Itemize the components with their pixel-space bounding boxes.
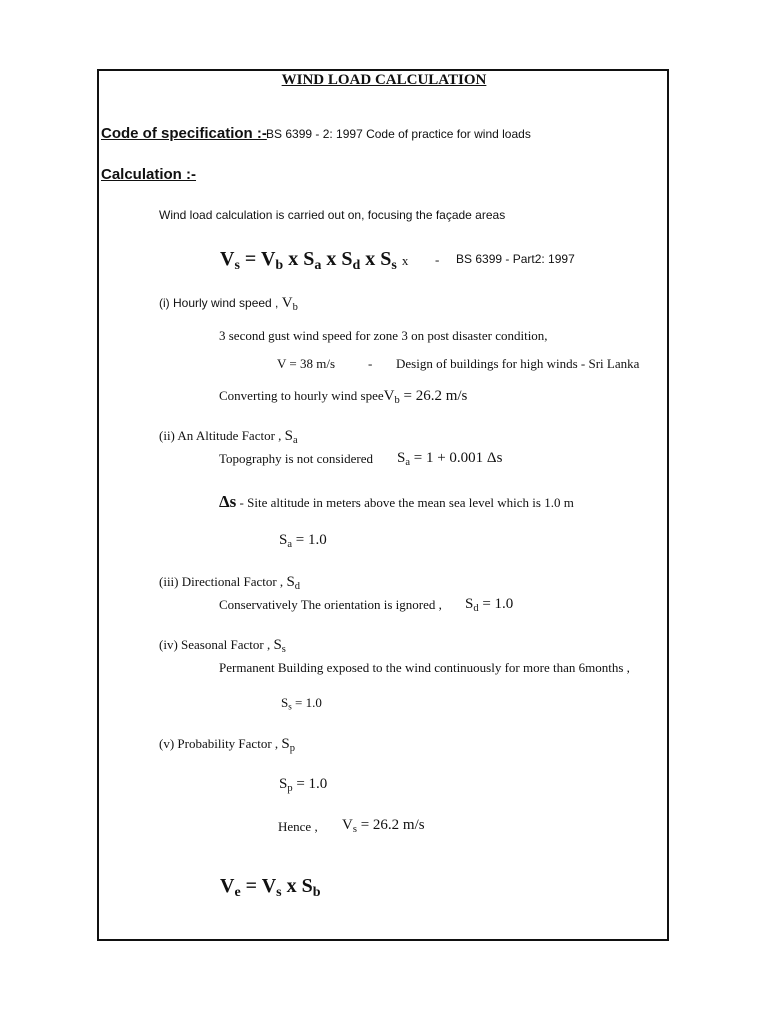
convert-text: Converting to hourly wind speeV$_b$ = 26.2 m/s — [219, 388, 468, 407]
calculation-label: Calculation :- — [101, 166, 197, 183]
directional-label: (iii) Directional Factor , $S_d$ — [159, 574, 301, 593]
main-equation: $V_s = V_b$ x $S_a$ x $S_d$ x $S_s$ x — [220, 248, 409, 274]
delta-s-definition: Δs - Site altitude in meters above the mean sea level which is 1.0 m — [219, 492, 574, 511]
probability-label: (v) Probability Factor , $S_p$ — [159, 736, 295, 755]
v-dash: - — [368, 356, 373, 371]
probability-result: $S_p = 1.0$ — [279, 776, 328, 795]
design-ref: Design of buildings for high winds - Sri Lanka — [396, 356, 640, 371]
altitude-label: (ii) An Altitude Factor , $S_a$ — [159, 428, 298, 447]
main-equation-ref: BS 6399 - Part2: 1997 — [456, 252, 575, 266]
final-equation: $V_e = V_s$ x $S_b$ — [220, 875, 321, 901]
topography-text: Topography is not considered — [219, 451, 373, 466]
hence-label: Hence , — [278, 819, 318, 834]
main-equation-dash: - — [435, 252, 440, 267]
intro-text: Wind load calculation is carried out on, focusing the façade areas — [159, 208, 506, 222]
hourly-wind-label: (i) Hourly wind speed , $V_b$ — [159, 295, 298, 314]
code-spec-label: Code of specification :- — [101, 125, 267, 142]
directional-result: $S_d = 1.0$ — [465, 596, 514, 615]
seasonal-label: (iv) Seasonal Factor , $S_s$ — [159, 637, 286, 656]
permanent-building-text: Permanent Building exposed to the wind continuously for more than 6months , — [219, 660, 630, 675]
gust-text: 3 second gust wind speed for zone 3 on post disaster condition, — [219, 328, 548, 343]
page-title: WIND LOAD CALCULATION — [281, 72, 487, 88]
altitude-equation: $S_a = 1 + 0.001$ Δs — [397, 450, 503, 469]
altitude-result: $S_a = 1.0$ — [279, 532, 327, 551]
hence-value: $V_s = 26.2$ m/s — [342, 817, 425, 836]
code-spec-value: BS 6399 - 2: 1997 Code of practice for wind loads — [266, 127, 531, 141]
orientation-text: Conservatively The orientation is ignored , — [219, 597, 442, 612]
v-value: V = 38 m/s — [277, 356, 336, 371]
seasonal-result: $S_s = 1.0$ — [281, 695, 322, 712]
